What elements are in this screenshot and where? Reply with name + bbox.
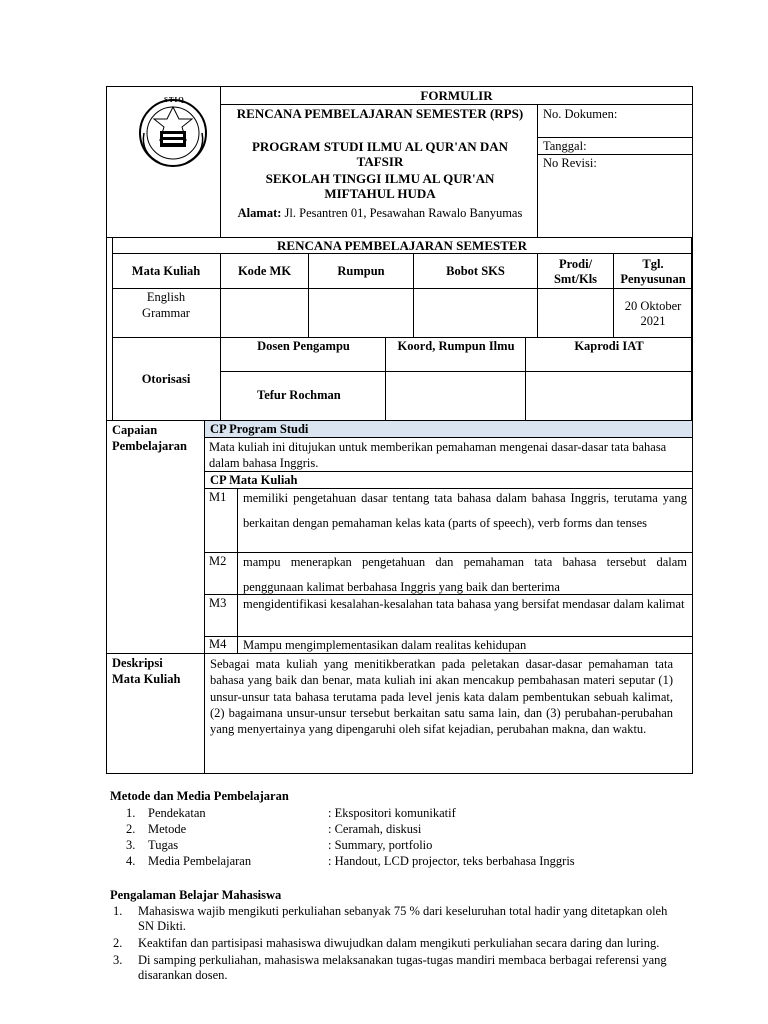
metode-title: Metode dan Media Pembelajaran bbox=[110, 789, 289, 803]
logo-text: STIQ bbox=[164, 96, 185, 104]
pengalaman-item-num: 1. bbox=[113, 904, 123, 918]
metode-item-num: 1. bbox=[126, 806, 136, 820]
cp-mk-title: CP Mata Kuliah bbox=[210, 473, 298, 487]
metode-item bbox=[110, 821, 710, 837]
bobot-value bbox=[414, 289, 538, 338]
pengalaman-list bbox=[110, 904, 670, 983]
capaian-label: Capaian Pembelajaran bbox=[112, 423, 187, 453]
date-label: Tanggal: bbox=[543, 139, 587, 153]
col-prodi: Prodi/ Smt/Kls bbox=[538, 254, 614, 289]
metode-item-num: 3. bbox=[126, 838, 136, 852]
metode-item-value: : Summary, portfolio bbox=[328, 838, 433, 852]
cp-item-row bbox=[205, 637, 692, 654]
form-title: FORMULIR bbox=[420, 88, 493, 103]
metode-item bbox=[110, 805, 710, 821]
logo-cell bbox=[112, 87, 221, 237]
rps-title: RENCANA PEMBELAJARAN SEMESTER bbox=[277, 238, 527, 253]
capaian-label-cell bbox=[106, 421, 205, 654]
date-cell bbox=[538, 138, 692, 155]
col-rumpun: Rumpun bbox=[309, 254, 414, 289]
cp-prodi-title: CP Program Studi bbox=[210, 422, 309, 436]
pengalaman-item-num: 3. bbox=[113, 953, 123, 967]
pengalaman-item-num: 2. bbox=[113, 936, 123, 950]
pengalaman-item-text: Mahasiswa wajib mengikuti perkuliahan sebanyak 75 % dari keseluruhan total hadir yang ditetapkan oleh SN Dikti. bbox=[138, 904, 668, 933]
tgl-value: 20 Oktober 2021 bbox=[624, 298, 682, 328]
metode-item-label: Tugas bbox=[148, 838, 179, 852]
institution-logo bbox=[130, 93, 216, 171]
deskripsi-label-cell bbox=[106, 654, 205, 774]
cp-prodi-text: Mata kuliah ini ditujukan untuk memberikan pemahaman mengenai dasar-dasar tata bahasa dalam bahasa Inggris. bbox=[209, 440, 667, 470]
cp-item-text: mampu menerapkan pengetahuan dan pemahaman tata bahasa tersebut dalam penggunaan kalimat berbahasa Inggris yang baik dan berterima bbox=[243, 555, 687, 594]
cp-item-row bbox=[205, 595, 692, 637]
course-name-cell bbox=[112, 289, 221, 338]
metode-item-value: : Handout, LCD projector, teks berbahasa Inggris bbox=[328, 854, 575, 868]
revision-cell bbox=[538, 155, 692, 237]
school-heading: SEKOLAH TINGGI ILMU AL QUR'AN MIFTAHUL HUDA bbox=[265, 171, 495, 201]
pengalaman-title: Pengalaman Belajar Mahasiswa bbox=[110, 888, 282, 902]
koord-label: Koord, Rumpun Ilmu bbox=[397, 339, 515, 353]
metode-item-label: Media Pembelajaran bbox=[148, 854, 252, 868]
cp-item-text: mengidentifikasi kesalahan-kesalahan tata bahasa yang bersifat mendasar dalam kalimat bbox=[243, 597, 685, 611]
course-name: English Grammar bbox=[142, 290, 190, 320]
cp-item-row bbox=[205, 489, 692, 553]
pengalaman-item bbox=[110, 953, 670, 983]
metode-item-value: : Ceramah, diskusi bbox=[328, 822, 422, 836]
cp-item-code: M1 bbox=[205, 489, 238, 553]
cp-prodi-header bbox=[205, 421, 692, 438]
program-heading: PROGRAM STUDI ILMU AL QUR'AN DAN TAFSIR bbox=[251, 139, 509, 169]
otorisasi-label: Otorisasi bbox=[112, 338, 221, 421]
col-bobot-sks: Bobot SKS bbox=[414, 254, 538, 289]
doc-no-cell bbox=[538, 105, 692, 138]
metode-item-num: 4. bbox=[126, 854, 136, 868]
metode-item-value: : Ekspositori komunikatif bbox=[328, 806, 456, 820]
metode-item bbox=[110, 837, 710, 853]
deskripsi-text: Sebagai mata kuliah yang menitikberatkan pada peletakan dasar-dasar pemahaman tata bahasa yang baik dan benar, mata kuliah ini akan mencakup pembahasan materi seputar (1) unsur-unsur tata bahasa terutama pada level jenis kata dalam pembentukan sebuah kalimat, (2) bagaimana unsur-unsur tersebut berkaitan satu sama lain, dan (3) perubahan-perubahan yang menyertainya yang dipengaruhi oleh sifat kejadian, perubahan makna, dan waktu. bbox=[210, 657, 673, 737]
dosen-label: Dosen Pengampu bbox=[257, 339, 350, 353]
doc-no-label: No. Dokumen: bbox=[543, 107, 618, 121]
cp-item-code: M4 bbox=[205, 637, 238, 654]
pengalaman-item bbox=[110, 936, 670, 951]
cp-item-text: memiliki pengetahuan dasar tentang tata bahasa dalam bahasa Inggris, terutama yang berkaitan dengan pemahaman kelas kata (parts of speech), verb forms dan tenses bbox=[243, 491, 687, 530]
cp-item-row bbox=[205, 553, 692, 595]
pengalaman-item bbox=[110, 904, 670, 934]
cp-item-text: Mampu mengimplementasikan dalam realitas kehidupan bbox=[243, 638, 527, 652]
cp-item-code: M2 bbox=[205, 553, 238, 595]
pengalaman-item-text: Keaktifan dan partisipasi mahasiswa diwujudkan dalam mengikuti perkuliahan secara daring dan luring. bbox=[138, 936, 660, 950]
col-kode-mk: Kode MK bbox=[221, 254, 309, 289]
kode-mk-value bbox=[221, 289, 309, 338]
cp-item-code: M3 bbox=[205, 595, 238, 637]
metode-item bbox=[110, 853, 710, 869]
address-label: Alamat: bbox=[237, 206, 282, 220]
prodi-value bbox=[538, 289, 614, 338]
kaprodi-label: Kaprodi IAT bbox=[574, 339, 644, 353]
metode-item-label: Pendekatan bbox=[148, 806, 206, 820]
metode-item-label: Metode bbox=[148, 822, 187, 836]
address-line bbox=[236, 205, 524, 221]
dosen-name: Tefur Rochman bbox=[257, 388, 341, 402]
address-text: Jl. Pesantren 01, Pesawahan Rawalo Banyumas bbox=[281, 206, 523, 220]
revision-label: No Revisi: bbox=[543, 156, 597, 170]
col-mata-kuliah: Mata Kuliah bbox=[112, 254, 221, 289]
col-tgl: Tgl. Penyusunan bbox=[620, 256, 686, 286]
rps-heading: RENCANA PEMBELAJARAN SEMESTER (RPS) bbox=[236, 106, 524, 121]
pengalaman-item-text: Di samping perkuliahan, mahasiswa melaksanakan tugas-tugas mandiri membaca berbagai referensi yang disarankan dosen. bbox=[138, 953, 667, 982]
metode-item-num: 2. bbox=[126, 822, 136, 836]
cp-prodi-body bbox=[205, 438, 692, 472]
metode-list bbox=[110, 805, 710, 869]
rumpun-value bbox=[309, 289, 414, 338]
deskripsi-label: Deskripsi Mata Kuliah bbox=[112, 656, 181, 686]
